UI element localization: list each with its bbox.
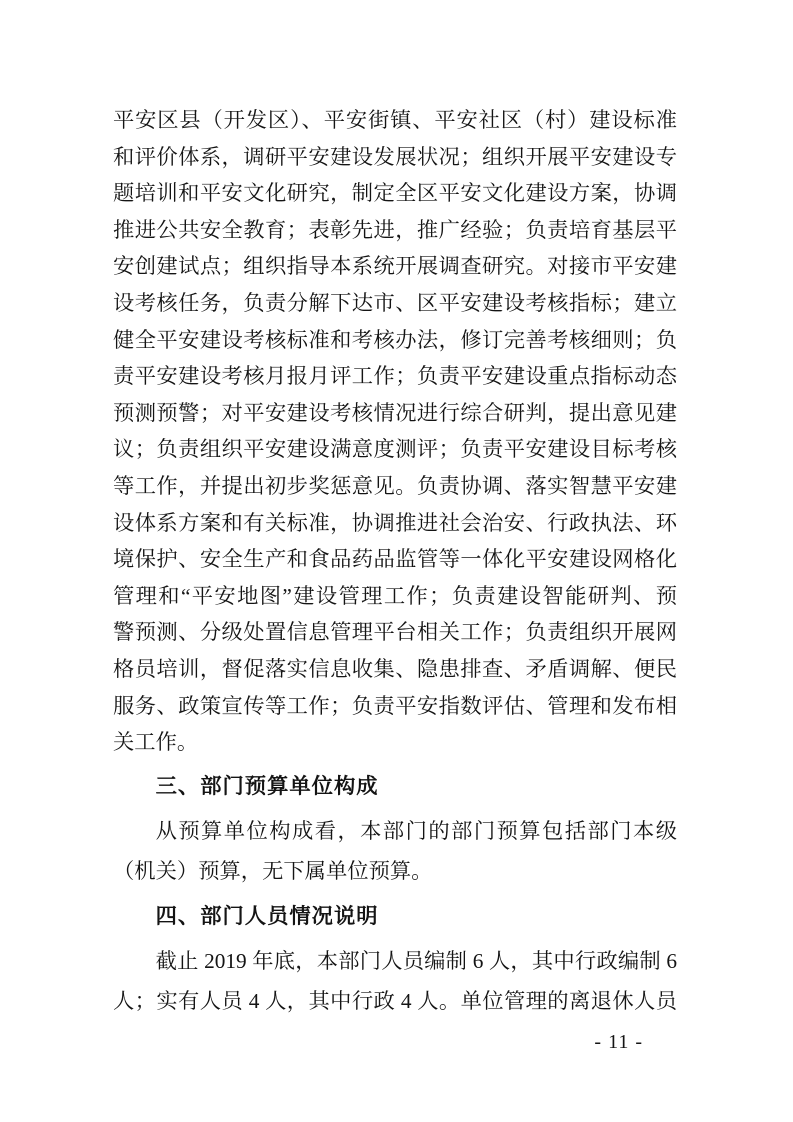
text-line: 和评价体系，调研平安建设发展状况；组织开展平安建设专 bbox=[113, 144, 677, 169]
text-line: 关工作。 bbox=[113, 730, 199, 755]
text-line: 预测预警；对平安建设考核情况进行综合研判，提出意见建 bbox=[113, 400, 677, 425]
text-line: 设体系方案和有关标准，协调推进社会治安、行政执法、环 bbox=[113, 510, 677, 535]
text-line: 截止 2019 年底，本部门人员编制 6 人，其中行政编制 6 bbox=[155, 948, 677, 973]
text-line: 警预测、分级处置信息管理平台相关工作；负责组织开展网 bbox=[113, 620, 677, 645]
text-line: 健全平安建设考核标准和考核办法，修订完善考核细则；负 bbox=[113, 327, 677, 352]
text-line: 从预算单位构成看，本部门的部门预算包括部门本级 bbox=[155, 818, 677, 843]
text-line: 题培训和平安文化研究，制定全区平安文化建设方案，协调 bbox=[113, 181, 677, 206]
page-number: - 11 - bbox=[594, 1031, 643, 1053]
text-line: 人；实有人员 4 人，其中行政 4 人。单位管理的离退休人员 bbox=[113, 988, 677, 1013]
text-line: 等工作，并提出初步奖惩意见。负责协调、落实智慧平安建 bbox=[113, 473, 677, 498]
text-line: 境保护、安全生产和食品药品监管等一体化平安建设网格化 bbox=[113, 547, 677, 572]
text-line: （机关）预算，无下属单位预算。 bbox=[113, 858, 433, 883]
document-body bbox=[113, 102, 677, 1021]
text-line: 平安区县（开发区）、平安街镇、平安社区（村）建设标准 bbox=[113, 108, 677, 132]
text-line: 议；负责组织平安建设满意度测评；负责平安建设目标考核 bbox=[113, 437, 677, 462]
text-line: 推进公共安全教育；表彰先进，推广经验；负责培育基层平 bbox=[113, 217, 677, 242]
section-4-heading: 四、部门人员情况说明 bbox=[155, 903, 379, 928]
text-line: 安创建试点；组织指导本系统开展调查研究。对接市平安建 bbox=[113, 254, 677, 279]
text-line: 责平安建设考核月报月评工作；负责平安建设重点指标动态 bbox=[113, 364, 677, 389]
text-line: 格员培训，督促落实信息收集、隐患排查、矛盾调解、便民 bbox=[113, 656, 677, 681]
section-3-heading: 三、部门预算单位构成 bbox=[155, 773, 379, 798]
text-line: 服务、政策宣传等工作；负责平安指数评估、管理和发布相 bbox=[113, 693, 677, 718]
text-line: 设考核任务，负责分解下达市、区平安建设考核指标；建立 bbox=[113, 290, 677, 315]
text-line: 管理和“平安地图”建设管理工作；负责建设智能研判、预 bbox=[113, 583, 677, 608]
